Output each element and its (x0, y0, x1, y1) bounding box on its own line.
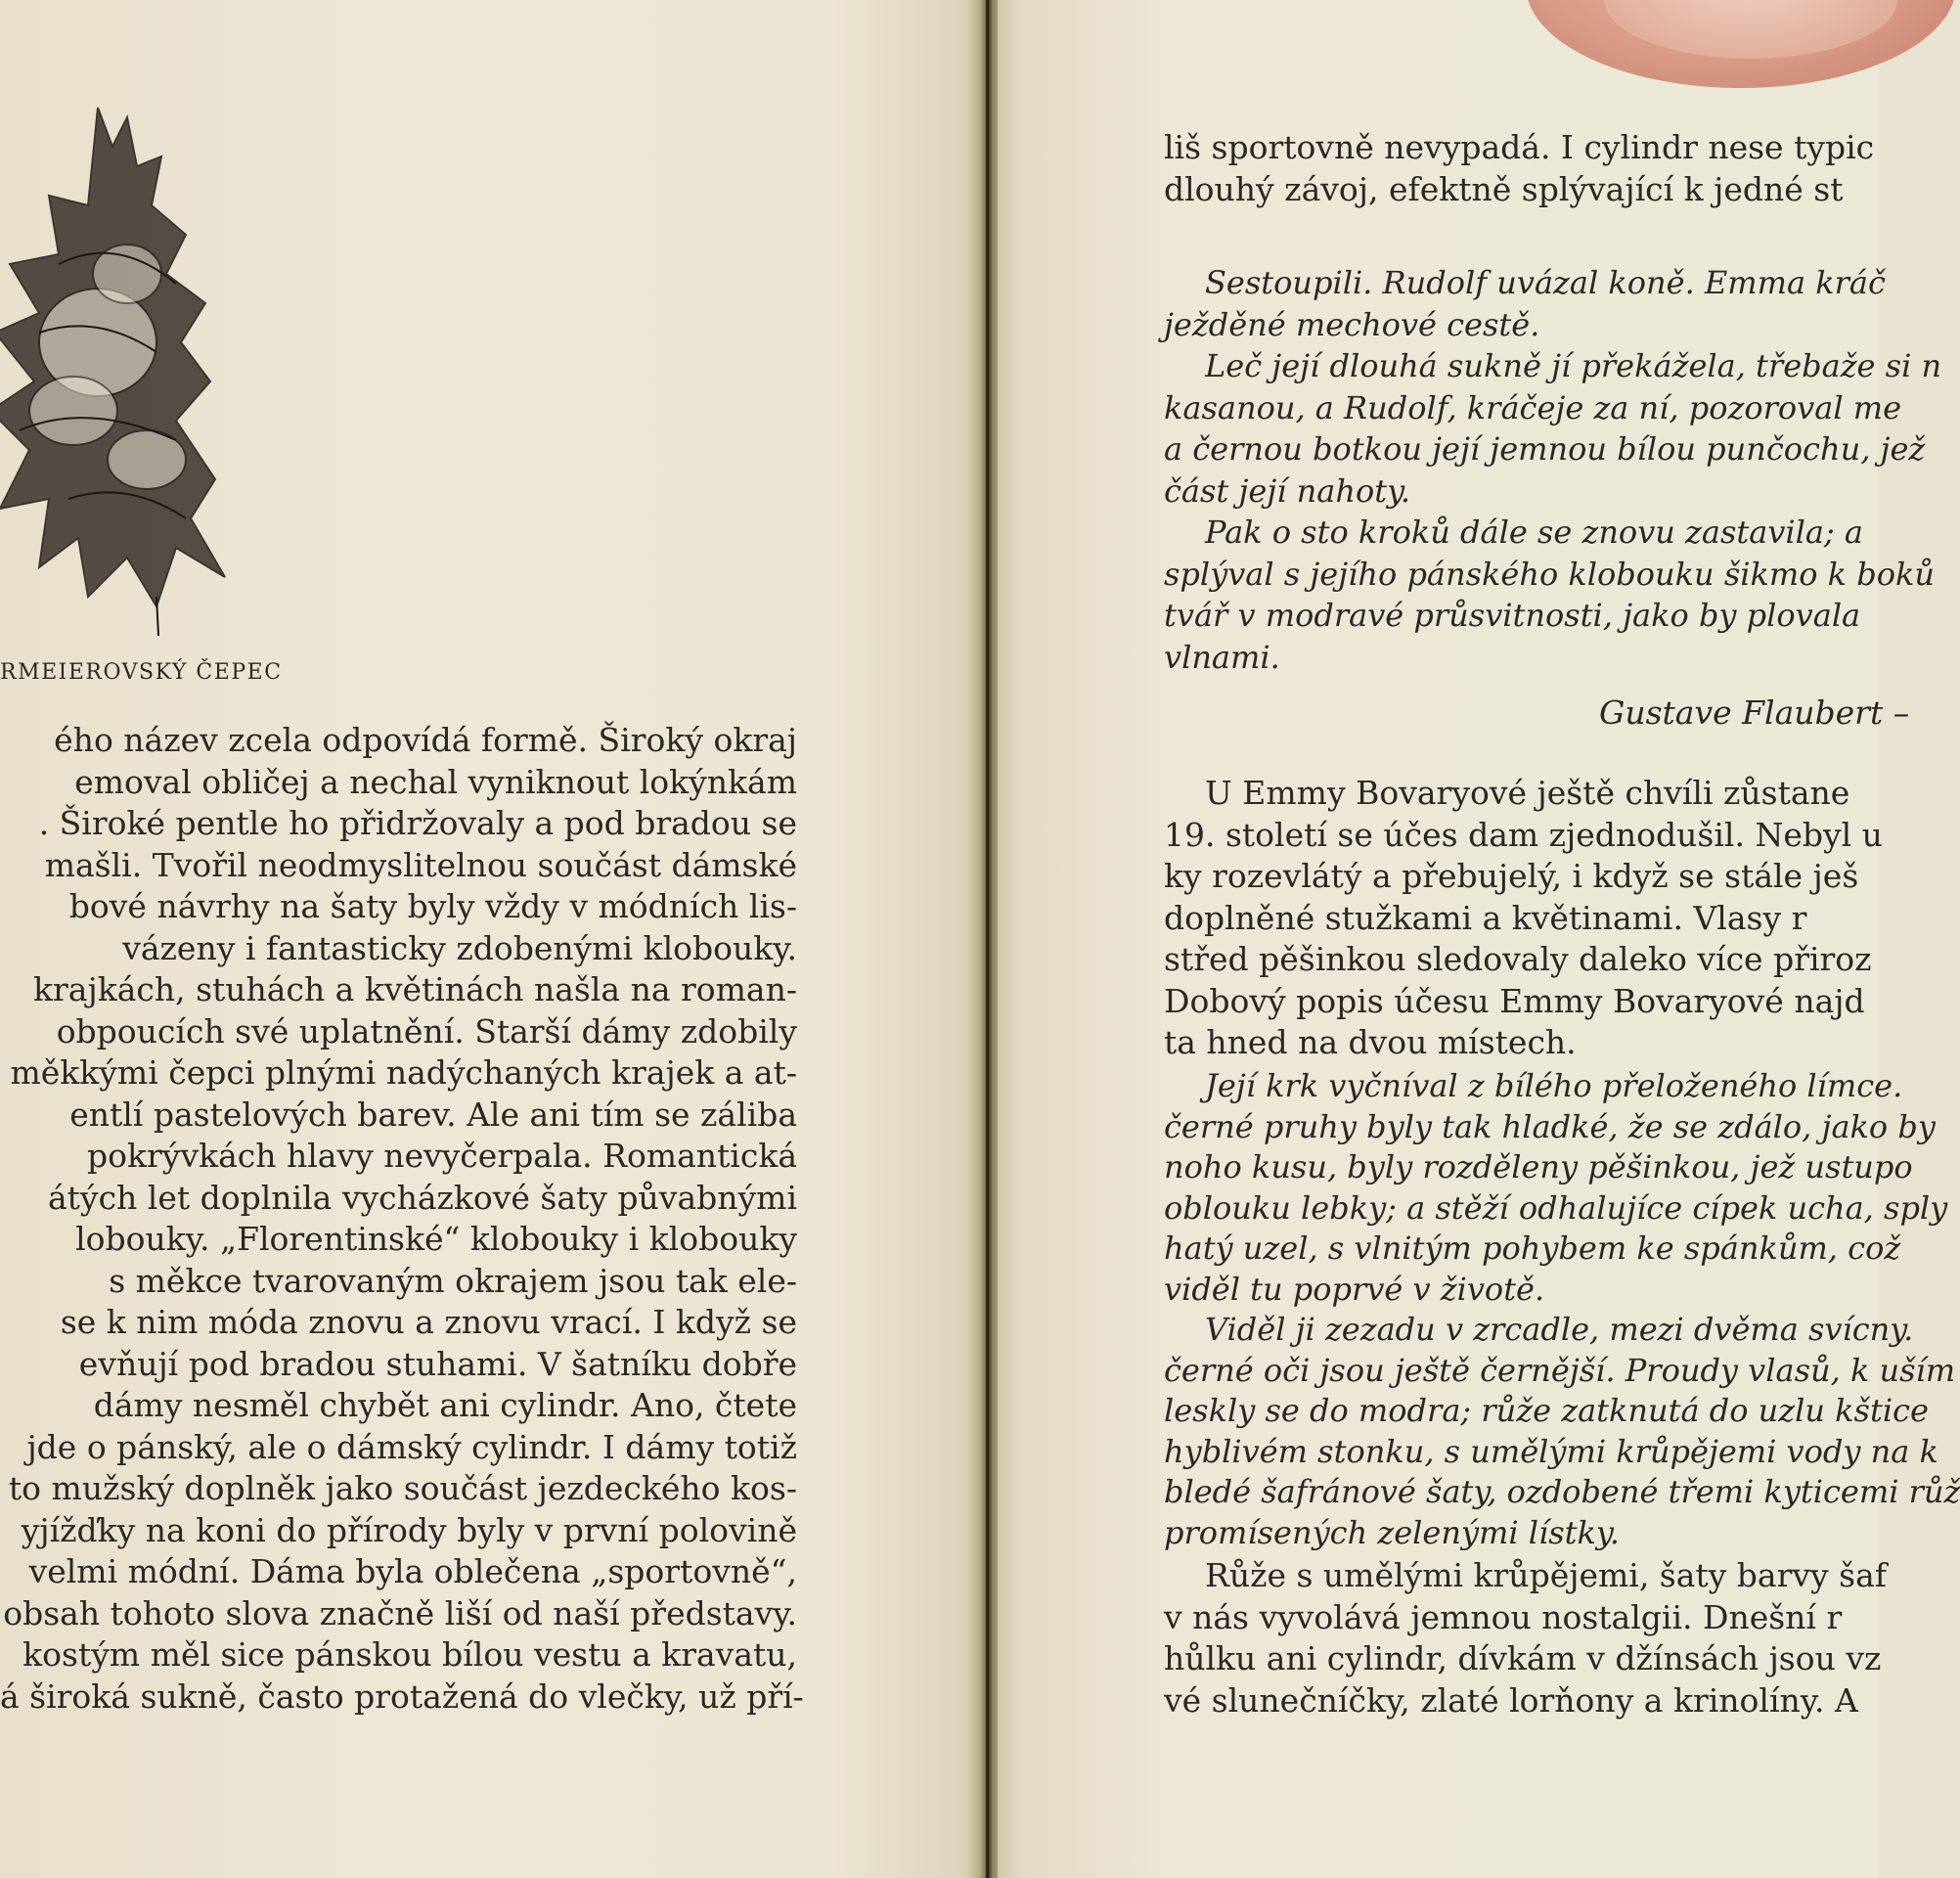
quote-line: viděl tu poprvé v životě. (1164, 1270, 1545, 1308)
quote-line: část její nahoty. (1164, 471, 1411, 510)
quote-line: černé pruhy byly tak hladké, že se zdálo, jako by (1164, 1107, 1936, 1145)
quote-line: oblouku lebky; a stěží odhalujíce cípek ucha, sply (1164, 1188, 1948, 1227)
text-line: vázeny i fantasticky zdobenými klobouky. (122, 928, 797, 967)
flaubert-quote-2 (1164, 1066, 1960, 1553)
illustration-caption: RMEIEROVSKÝ ČEPEC (0, 660, 283, 685)
text-line: lobouky. „Florentinské“ klobouky i klobouky (75, 1220, 797, 1258)
left-body-text (0, 720, 804, 1718)
right-body-text (1164, 773, 1883, 1064)
text-line: obsah tohoto slova značně liší od naší představy. (3, 1593, 797, 1632)
flaubert-quote-1 (1164, 262, 1942, 678)
text-line: krajkách, stuhách a květinách našla na roman- (33, 970, 797, 1008)
text-line: liš sportovně nevypadá. I cylindr nese typic (1164, 128, 1875, 166)
quote-line: vlnami. (1164, 638, 1280, 676)
text-line: U Emmy Bovaryové ještě chvíli zůstane (1205, 774, 1850, 812)
text-line: átých let doplnila vycházkové šaty půvabnými (47, 1178, 797, 1217)
text-line: . Široké pentle ho přidržovaly a pod bradou se (38, 804, 797, 842)
quote-line: leskly se do modra; růže zatknutá do uzlu kštice (1164, 1392, 1929, 1429)
right-closing-text (1164, 1555, 1887, 1722)
text-line: ta hned na dvou místech. (1164, 1023, 1577, 1061)
left-page (0, 0, 978, 1878)
text-line: to mužský doplněk jako součást jezdeckého kos- (8, 1469, 797, 1507)
text-line: ého název zcela odpovídá formě. Široký okraj (54, 721, 797, 759)
text-line: obpoucích své uplatnění. Starší dámy zdobily (56, 1011, 797, 1051)
text-line: ky rozevlátý a přebujelý, i když se stále ješ (1164, 857, 1859, 895)
bonnet-engraving-icon (0, 88, 274, 655)
text-line: 19. století se účes dam zjednodušil. Nebyl u (1164, 815, 1883, 854)
text-line: Dobový popis účesu Emmy Bovaryové najd (1164, 981, 1865, 1020)
quote-line: kasanou, a Rudolf, kráčeje za ní, pozoroval me (1164, 388, 1902, 426)
text-line: kostým měl sice pánskou bílou vestu a kravatu, (22, 1635, 797, 1674)
text-line: v nás vyvolává jemnou nostalgii. Dnešní r (1164, 1597, 1843, 1636)
quote-line: promísených zelenými lístky. (1164, 1513, 1620, 1551)
text-line: mašli. Tvořil neodmyslitelnou součást dámské (44, 845, 797, 884)
quote-line: hyblivém stonku, s umělými krůpějemi vody na k (1164, 1432, 1938, 1470)
text-line: vé slunečníčky, zlaté lorňony a krinolíny. A (1164, 1680, 1858, 1720)
quote-line: Leč její dlouhá sukně jí překážela, třebaže si n (1205, 347, 1942, 384)
text-line: á široká sukně, často protažená do vlečky, už pří- (0, 1677, 804, 1716)
quote-line: tvář v modravé průsvitnosti, jako by plovala (1164, 597, 1861, 634)
quote-line: noho kusu, byly rozděleny pěšinkou, jež ustupo (1164, 1148, 1913, 1185)
text-line: s měkce tvarovaným okrajem jsou tak ele- (109, 1261, 797, 1300)
quote-attribution: Gustave Flaubert – (1599, 693, 1910, 732)
quote-line: černé oči jsou ještě černější. Proudy vlasů, k uším (1164, 1351, 1956, 1389)
text-line: se k nim móda znovu a znovu vrací. I když se (60, 1303, 797, 1341)
text-line: dlouhý závoj, efektně splývající k jedné st (1164, 169, 1844, 208)
quote-line: Viděl ji zezadu v zrcadle, mezi dvěma svícny. (1205, 1311, 1914, 1348)
text-line: dámy nesměl chybět ani cylindr. Ano, čtete (93, 1386, 797, 1424)
quote-line: a černou botkou její jemnou bílou punčochu, jež (1164, 430, 1926, 468)
text-line: yjížďky na koni do přírody byly v první polovině (21, 1510, 797, 1549)
text-line: bové návrhy na šaty byly vždy v módních lis- (68, 887, 797, 925)
text-line: Růže s umělými krůpějemi, šaty barvy šaf (1205, 1556, 1887, 1594)
text-line: emoval obličej a nechal vyniknout lokýnkám (74, 762, 797, 801)
quote-line: ježděné mechové cestě. (1164, 305, 1540, 343)
right-intro-text (1164, 127, 1878, 210)
text-line: pokrývkách hlavy nevyčerpala. Romantická (87, 1137, 797, 1175)
text-line: evňují pod bradou stuhami. V šatníku dobře (78, 1344, 797, 1383)
text-line: měkkými čepci plnými nadýchaných krajek a at- (10, 1053, 797, 1092)
quote-line: Sestoupili. Rudolf uvázal koně. Emma kráč (1205, 264, 1886, 301)
text-line: jde o pánský, ale o dámský cylindr. I dámy totiž (26, 1427, 797, 1466)
quote-line: hatý uzel, s vlnitým pohybem ke spánkům, což (1164, 1230, 1901, 1267)
text-line: entlí pastelových barev. Ale ani tím se záliba (69, 1095, 797, 1134)
text-line: střed pěšinkou sledovaly daleko více přiroz (1164, 940, 1872, 978)
quote-line: bledé šafránové šaty, ozdobené třemi kyticemi růž (1164, 1473, 1960, 1510)
text-line: velmi módní. Dáma byla oblečena „sportovně“, (28, 1552, 797, 1590)
quote-line: Pak o sto kroků dále se znovu zastavila; a (1205, 514, 1863, 551)
quote-line: Její krk vyčníval z bílého přeloženého límce. (1205, 1067, 1903, 1104)
text-line: hůlku ani cylindr, dívkám v džínsách jsou vz (1164, 1639, 1882, 1677)
text-line: doplněné stužkami a květinami. Vlasy r (1164, 898, 1807, 937)
quote-line: splýval s jejího pánského klobouku šikmo k boků (1164, 555, 1935, 593)
